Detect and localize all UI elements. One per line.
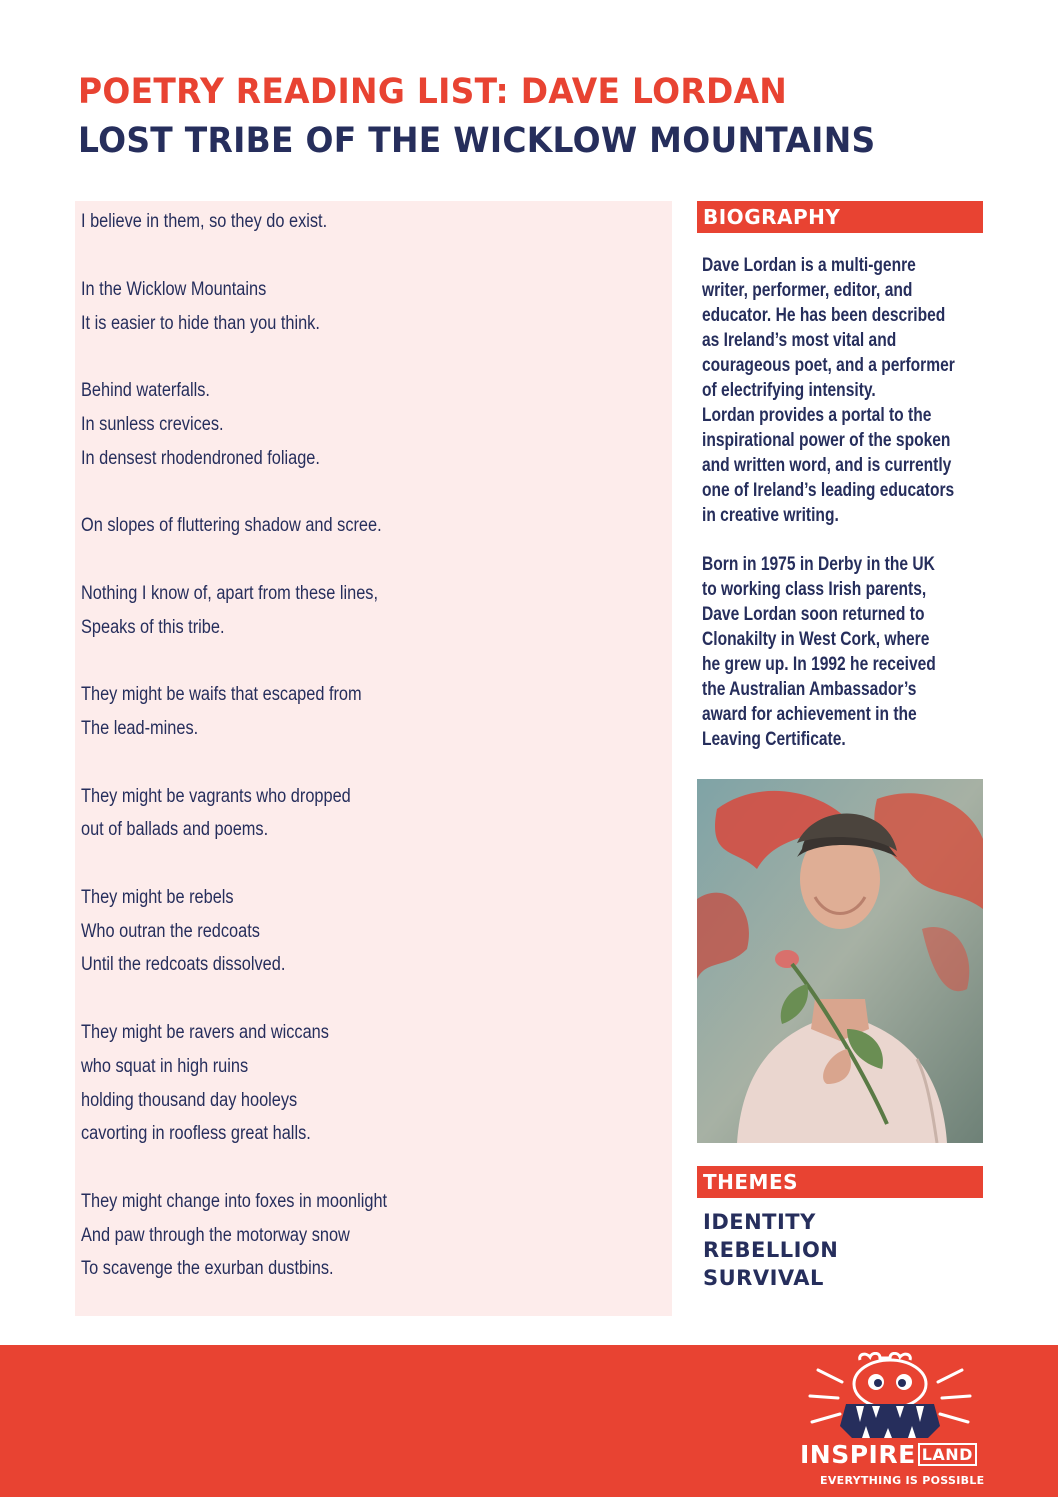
poem-line: out of ballads and poems. [81,819,269,840]
poem-line: who squat in high ruins [81,1056,249,1077]
poem-title: LOST TRIBE OF THE WICKLOW MOUNTAINS [78,121,876,161]
poem-line: I believe in them, so they do exist. [81,211,328,232]
poem-line: They might change into foxes in moonlight [81,1191,388,1212]
poem-line: Nothing I know of, apart from these lines, [81,583,378,604]
poem-line: They might be vagrants who dropped [81,786,351,807]
bio-line: he grew up. In 1992 he received [702,654,936,675]
inspireland-mascot-logo [800,1352,980,1492]
poem-line: Speaks of this tribe. [81,617,225,638]
page-title: POETRY READING LIST: DAVE LORDAN [78,72,788,112]
logo-wordmark [800,1440,977,1469]
poem-line: In sunless crevices. [81,414,224,435]
poem-line: To scavenge the exurban dustbins. [81,1258,334,1279]
bio-line: the Australian Ambassador’s [702,679,917,700]
theme-item: REBELLION [703,1238,839,1262]
poem-line: They might be ravers and wiccans [81,1022,329,1043]
bio-line: of electrifying intensity. [702,380,876,401]
poem-line: On slopes of fluttering shadow and scree. [81,515,382,536]
bio-line: courageous poet, and a performer [702,355,955,376]
poem-line: They might be waifs that escaped from [81,684,362,705]
bio-line: educator. He has been described [702,305,946,326]
bio-line: and written word, and is currently [702,455,952,476]
theme-item: IDENTITY [703,1210,816,1234]
poem-line: Until the redcoats dissolved. [81,954,286,975]
poem-line: Who outran the redcoats [81,921,260,942]
bio-line: Dave Lordan soon returned to [702,604,925,625]
poem-panel [75,201,672,1316]
bio-line: Dave Lordan is a multi-genre [702,255,916,276]
poem-line: cavorting in roofless great halls. [81,1123,311,1144]
logo-word-land: LAND [918,1443,977,1466]
poem-line: In densest rhodendroned foliage. [81,448,320,469]
bio-line: inspirational power of the spoken [702,430,951,451]
poem-line: And paw through the motorway snow [81,1225,350,1246]
poem-line: Behind waterfalls. [81,380,210,401]
bio-line: award for achievement in the [702,704,917,725]
bio-line: Leaving Certificate. [702,729,846,750]
theme-item: SURVIVAL [703,1266,824,1290]
author-photo [697,779,983,1143]
bio-line: Lordan provides a portal to the [702,405,932,426]
bio-line: Born in 1975 in Derby in the UK [702,554,935,575]
poem-line: In the Wicklow Mountains [81,279,267,300]
poem-line: It is easier to hide than you think. [81,313,320,334]
poem-line: holding thousand day hooleys [81,1090,298,1111]
logo-tagline: EVERYTHING IS POSSIBLE [820,1474,985,1487]
bio-line: in creative writing. [702,505,839,526]
poem-line: They might be rebels [81,887,234,908]
poem-line: The lead-mines. [81,718,199,739]
biography-heading: BIOGRAPHY [697,201,983,233]
bio-line: as Ireland’s most vital and [702,330,897,351]
logo-word-inspire: INSPIRE [800,1440,916,1469]
themes-heading: THEMES [697,1166,983,1198]
bio-line: writer, performer, editor, and [702,280,913,301]
bio-line: Clonakilty in West Cork, where [702,629,930,650]
bio-line: one of Ireland’s leading educators [702,480,955,501]
bio-line: to working class Irish parents, [702,579,927,600]
